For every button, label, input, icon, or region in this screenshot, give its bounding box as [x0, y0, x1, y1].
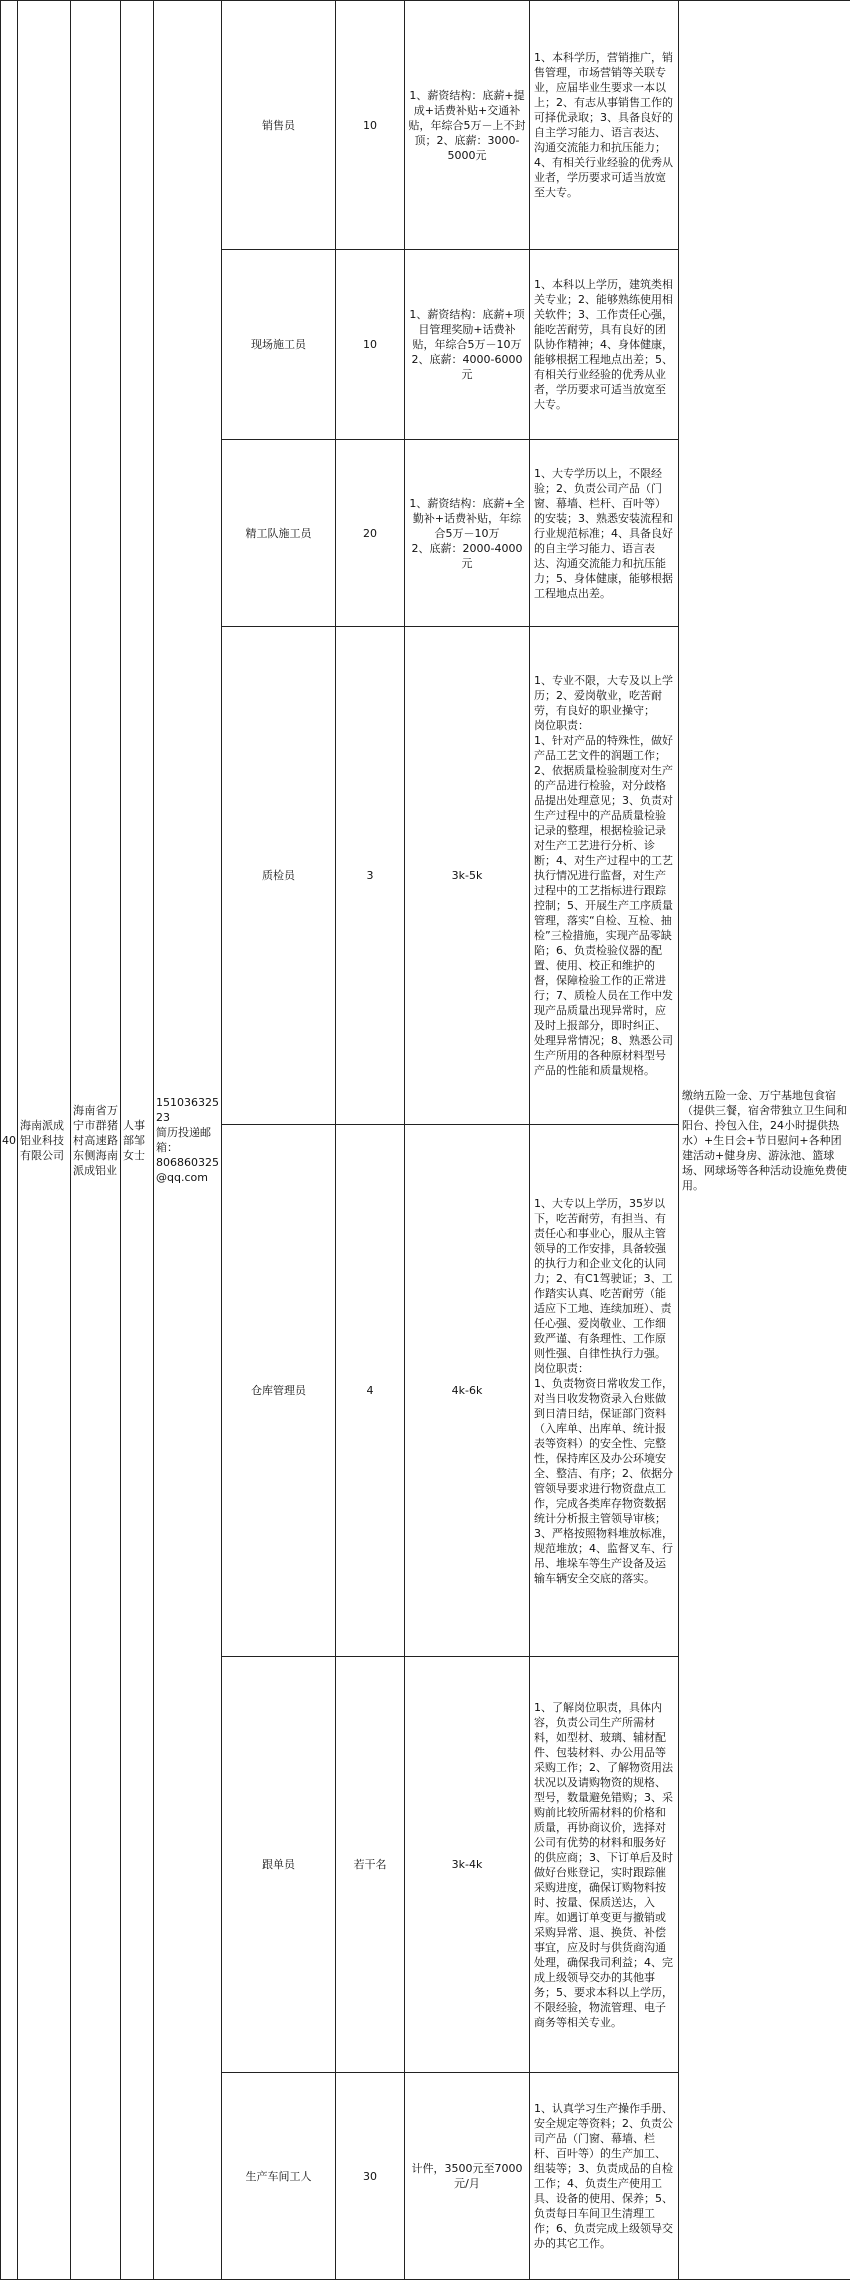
position-title: 跟单员	[222, 1657, 336, 2073]
table-row	[1, 1, 850, 250]
position-pay: 3k-4k	[405, 1657, 530, 2073]
position-requirements: 1、大专学历以上，不限经验；2、负责公司产品（门窗、幕墙、栏杆、百叶等）的安装；3、熟悉安装流程和行业规范标准；4、具备良好的自主学习能力、语言表达、沟通交流能力和抗压能力；5、身体健康，能够根据工程地点出差。	[530, 440, 679, 627]
row-index: 40	[1, 1, 18, 2280]
position-pay: 计件，3500元至7000元/月	[405, 2073, 530, 2280]
position-pay: 4k-6k	[405, 1125, 530, 1657]
position-title: 精工队施工员	[222, 440, 336, 627]
company-name: 海南派成铝业科技有限公司	[18, 1, 71, 2280]
position-count: 30	[336, 2073, 405, 2280]
position-requirements: 1、了解岗位职责，具体内容，负责公司生产所需材料，如型材、玻璃、辅材配件、包装材料、办公用品等采购工作；2、了解物资用法状况以及请购物资的规格、型号，数量避免错购；3、采购前比较所需材料的价格和质量，再协商议价，选择对公司有优势的材料和服务好的供应商；3、下订单后及时做好台账登记，实时跟踪催采购进度，确保订购物料按时、按量、保质送达，入库。如遇订单变更与撤销或采购异常、退、换货、补偿事宜，应及时与供货商沟通处理，确保我司利益；4、完成上级领导交办的其他事务；5、要求本科以上学历，不限经验，物流管理、电子商务等相关专业。	[530, 1657, 679, 2073]
position-title: 销售员	[222, 1, 336, 250]
position-title: 生产车间工人	[222, 2073, 336, 2280]
position-pay: 1、薪资结构：底薪+项目管理奖励+话费补贴，年综合5万－10万 2、底薪：4000-6000元	[405, 250, 530, 440]
company-address: 海南省万宁市群猪村高速路东侧海南派成铝业	[71, 1, 121, 2280]
position-requirements: 1、大专以上学历，35岁以下，吃苦耐劳，有担当、有责任心和事业心，服从主管领导的工作安排，具备较强的执行力和企业文化的认同力；2、有C1驾驶证；3、工作踏实认真、吃苦耐劳（能适应下工地、连续加班）、责任心强、爱岗敬业、工作细致严谨、有条理性、工作原则性强、自律性执行力强。 岗位职责： 1、负责物资日常收发工作，对当日收发物资录入台账做到日清日结，保证部门资料（入库单、出库单、统计报表等资料）的安全性、完整性，保持库区及办公环境安全、整洁、有序；2、依据分管领导要求进行物资盘点工作，完成各类库存物资数据统计分析报主管领导审核；3、严格按照物料堆放标准，规范堆放；4、监督叉车、行吊、堆垛车等生产设备及运输车辆安全交底的落实。	[530, 1125, 679, 1657]
position-title: 现场施工员	[222, 250, 336, 440]
position-count: 4	[336, 1125, 405, 1657]
position-count: 3	[336, 627, 405, 1125]
position-requirements: 1、专业不限，大专及以上学历；2、爱岗敬业，吃苦耐劳，有良好的职业操守； 岗位职责： 1、针对产品的特殊性，做好产品工艺文件的润题工作；2、依据质量检验制度对生产的产品进行检验，对分歧格品提出处理意见；3、负责对生产过程中的产品质量检验记录的整理，根据检验记录对生产工艺进行分析、诊断；4、对生产过程中的工艺执行情况进行监督，对生产过程中的工艺指标进行跟踪控制；5、开展生产工序质量管理，落实“自检、互检、抽检”三检措施，实现产品零缺陷；6、负责检验仪器的配置、使用、校正和维护的督，保障检验工作的正常进行；7、质检人员在工作中发现产品质量出现异常时，应及时上报部分，即时纠正、处理异常情况；8、熟悉公司生产所用的各种原材料型号产品的性能和质量规格。	[530, 627, 679, 1125]
position-pay: 3k-5k	[405, 627, 530, 1125]
position-requirements: 1、本科以上学历，建筑类相关专业；2、能够熟练使用相关软件；3、工作责任心强，能吃苦耐劳，具有良好的团队协作精神；4、身体健康，能够根据工程地点出差；5、有相关行业经验的优秀从业者，学历要求可适当放宽至大专。	[530, 250, 679, 440]
contact-info: 15103632523 简历投递邮箱： 806860325@qq.com	[154, 1, 222, 2280]
position-requirements: 1、认真学习生产操作手册、安全规定等资料；2、负责公司产品（门窗、幕墙、栏杆、百叶等）的生产加工、组装等；3、负责成品的自检工作；4、负责生产使用工具、设备的使用、保养；5、负责每日车间卫生清理工作；6、负责完成上级领导交办的其它工作。	[530, 2073, 679, 2280]
position-requirements: 1、本科学历，营销推广，销售管理，市场营销等关联专业，应届毕业生要求一本以上；2、有志从事销售工作的可择优录取；3、具备良好的自主学习能力、语言表达、沟通交流能力和抗压能力；4、有相关行业经验的优秀从业者，学历要求可适当放宽至大专。	[530, 1, 679, 250]
position-title: 仓库管理员	[222, 1125, 336, 1657]
position-count: 10	[336, 250, 405, 440]
position-count: 20	[336, 440, 405, 627]
contact-person: 人事部邹女士	[121, 1, 154, 2280]
company-benefits: 缴纳五险一金、万宁基地包食宿（提供三餐，宿舍带独立卫生间和阳台、拎包入住，24小时提供热水）+生日会+节日慰问+各种团建活动+健身房、游泳池、篮球场、网球场等各种活动设施免费使用。	[679, 1, 850, 2280]
position-title: 质检员	[222, 627, 336, 1125]
position-pay: 1、薪资结构：底薪+提成+话费补贴+交通补贴，年综合5万－上不封顶；2、底薪：3000-5000元	[405, 1, 530, 250]
position-pay: 1、薪资结构：底薪+全勤补+话费补贴，年综合5万－10万 2、底薪：2000-4000元	[405, 440, 530, 627]
position-count: 10	[336, 1, 405, 250]
position-count: 若干名	[336, 1657, 405, 2073]
